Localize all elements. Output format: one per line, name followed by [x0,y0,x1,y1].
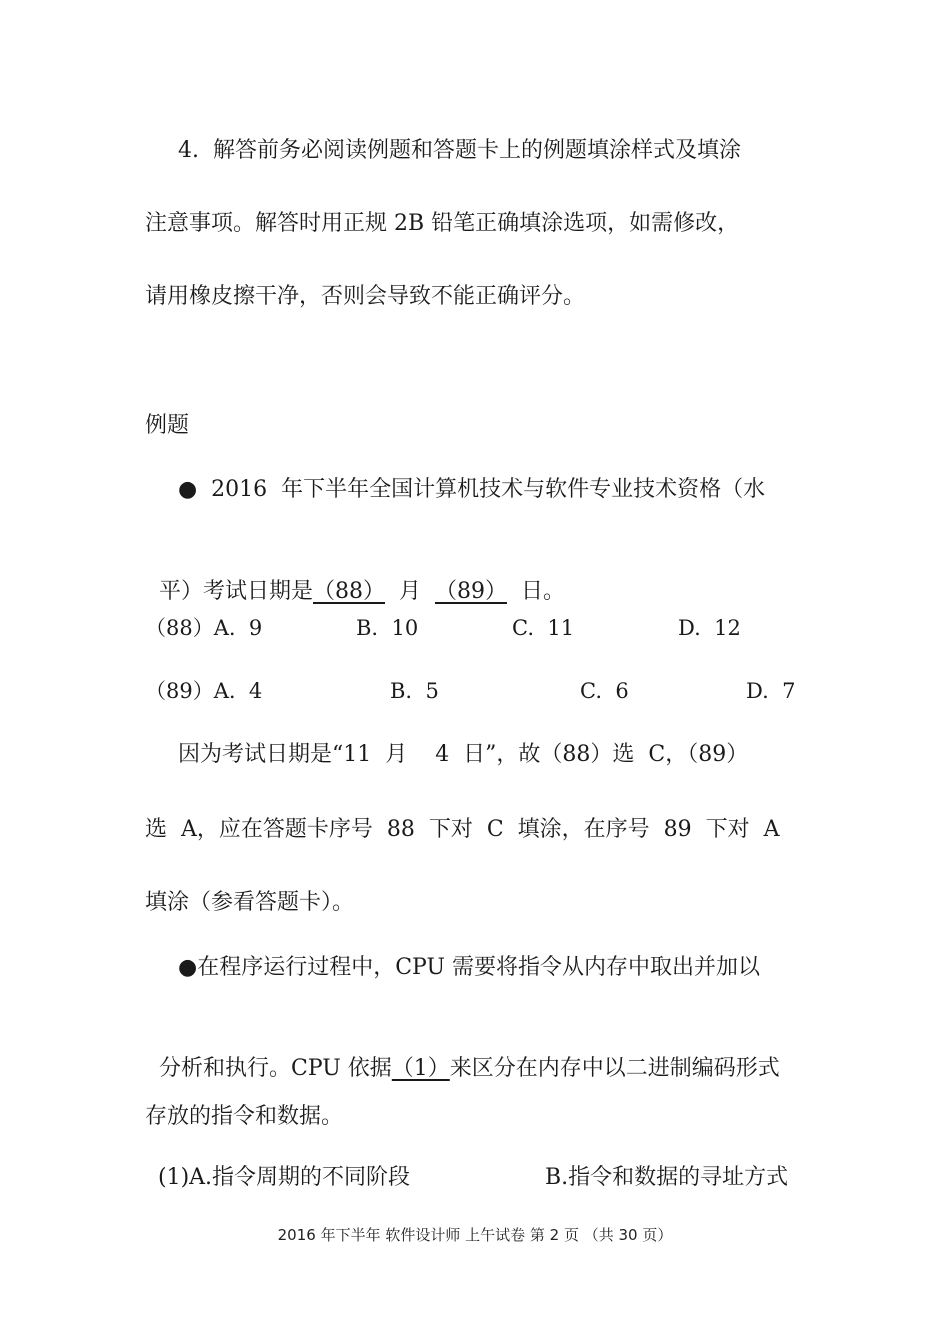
instruction-line-2: 注意事项。解答时用正规 2B 铅笔正确填涂选项，如需修改， [145,211,740,236]
option-88-c: C. 11 [512,616,575,640]
question-1-option-a: (1)A.指令周期的不同阶段 [158,1165,411,1190]
blank-88: （88） [313,579,386,604]
option-89-b: B. 5 [390,679,439,703]
example-question-line-1: ● 2016 年下半年全国计算机技术与软件专业技术资格（水 [178,477,766,502]
example-question-line-2 [145,550,565,606]
option-88-b: B. 10 [356,616,419,640]
option-89-c: C. 6 [580,679,629,703]
instruction-line-1: 4. 解答前务必阅读例题和答题卡上的例题填涂样式及填涂 [178,138,741,163]
question-1-option-b: B.指令和数据的寻址方式 [545,1165,789,1190]
question-text-mid: 月 [385,579,435,604]
explanation-line-1: 因为考试日期是“11 月 4 日”，故（88）选 C，（89） [178,742,749,767]
example-heading: 例题 [145,413,190,438]
option-88-d: D. 12 [678,616,741,640]
question-1-line-1: ●在程序运行过程中，CPU 需要将指令从内存中取出并加以 [178,955,760,980]
question-1-line-2 [145,1027,780,1083]
page-footer: 2016 年下半年 软件设计师 上午试卷 第 2 页 （共 30 页） [277,1226,673,1244]
option-89-d: D. 7 [746,679,796,703]
question-text-end: 日。 [507,579,565,604]
question-1-line-3: 存放的指令和数据。 [145,1104,344,1129]
question-1-text-end: 来区分在内存中以二进制编码形式 [449,1056,780,1081]
explanation-line-3: 填涂（参看答题卡）。 [145,890,355,915]
option-89-a: （89）A. 4 [145,679,263,703]
explanation-line-2: 选 A，应在答题卡序号 88 下对 C 填涂，在序号 89 下对 A [145,817,780,842]
blank-1: （1） [391,1056,450,1081]
question-1-text: 分析和执行。CPU 依据 [159,1056,392,1081]
question-text: 平）考试日期是 [159,579,314,604]
option-88-a: （88）A. 9 [145,616,263,640]
blank-89: （89） [435,579,507,604]
instruction-line-3: 请用橡皮擦干净，否则会导致不能正确评分。 [145,284,586,309]
